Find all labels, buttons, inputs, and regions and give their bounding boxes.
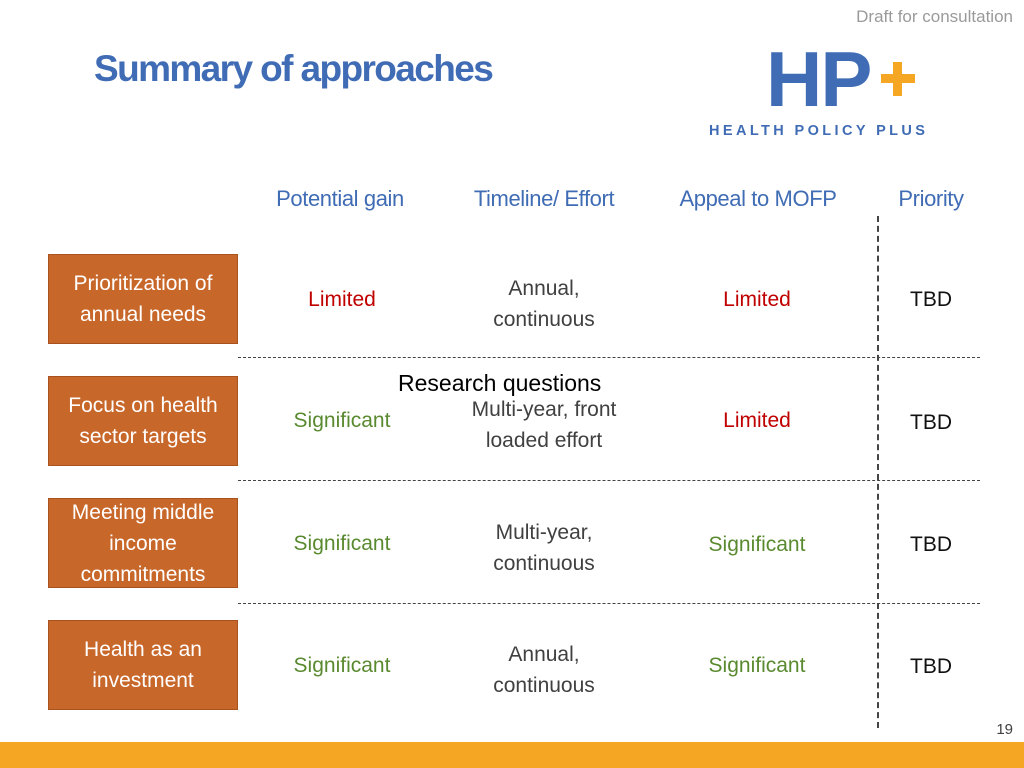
column-header-priority: Priority bbox=[898, 186, 964, 211]
hp-logo bbox=[706, 35, 966, 144]
potential-gain-value: Significant bbox=[293, 532, 391, 555]
potential-gain-value: Significant bbox=[293, 654, 391, 677]
appeal-value: Limited bbox=[723, 288, 791, 311]
appeal-value: Significant bbox=[708, 533, 806, 556]
logo-name: HEALTH POLICY PLUS bbox=[709, 123, 929, 139]
priority-value: TBD bbox=[910, 533, 952, 556]
timeline-value-line2: continuous bbox=[493, 308, 595, 331]
page-number: 19 bbox=[996, 721, 1013, 738]
approach-label-box: Meeting middle income commitments bbox=[48, 498, 238, 588]
timeline-value-line2: continuous bbox=[493, 552, 595, 575]
approach-label-box: Focus on health sector targets bbox=[48, 376, 238, 466]
logo-mark: HP bbox=[766, 35, 871, 123]
timeline-value-line1: Multi-year, front bbox=[471, 398, 617, 421]
timeline-value-line2: loaded effort bbox=[485, 429, 603, 452]
research-questions-overlay: Research questions bbox=[398, 370, 602, 396]
footer-bar bbox=[0, 742, 1024, 768]
logo-plus-icon-bar bbox=[881, 74, 915, 83]
timeline-value-line2: continuous bbox=[493, 674, 595, 697]
approach-label-box: Prioritization of annual needs bbox=[48, 254, 238, 344]
timeline-value-line1: Annual, bbox=[508, 643, 580, 666]
page-title: Summary of approaches bbox=[94, 48, 493, 89]
row-divider bbox=[238, 480, 980, 481]
priority-value: TBD bbox=[910, 655, 952, 678]
priority-divider bbox=[877, 216, 879, 728]
priority-value: TBD bbox=[910, 411, 952, 434]
timeline-value-line1: Multi-year, bbox=[495, 521, 593, 544]
column-header-timeline: Timeline/ Effort bbox=[473, 186, 615, 211]
priority-value: TBD bbox=[910, 288, 952, 311]
timeline-value-line1: Annual, bbox=[508, 277, 580, 300]
column-header-appeal: Appeal to MOFP bbox=[679, 186, 837, 211]
appeal-value: Significant bbox=[708, 654, 806, 677]
potential-gain-value: Limited bbox=[308, 288, 376, 311]
row-divider bbox=[238, 357, 980, 358]
column-header-potential-gain: Potential gain bbox=[276, 186, 404, 211]
appeal-value: Limited bbox=[723, 409, 791, 432]
approach-label-box: Health as an investment bbox=[48, 620, 238, 710]
draft-note: Draft for consultation bbox=[856, 7, 1013, 26]
potential-gain-value: Significant bbox=[293, 409, 391, 432]
row-divider bbox=[238, 603, 980, 604]
